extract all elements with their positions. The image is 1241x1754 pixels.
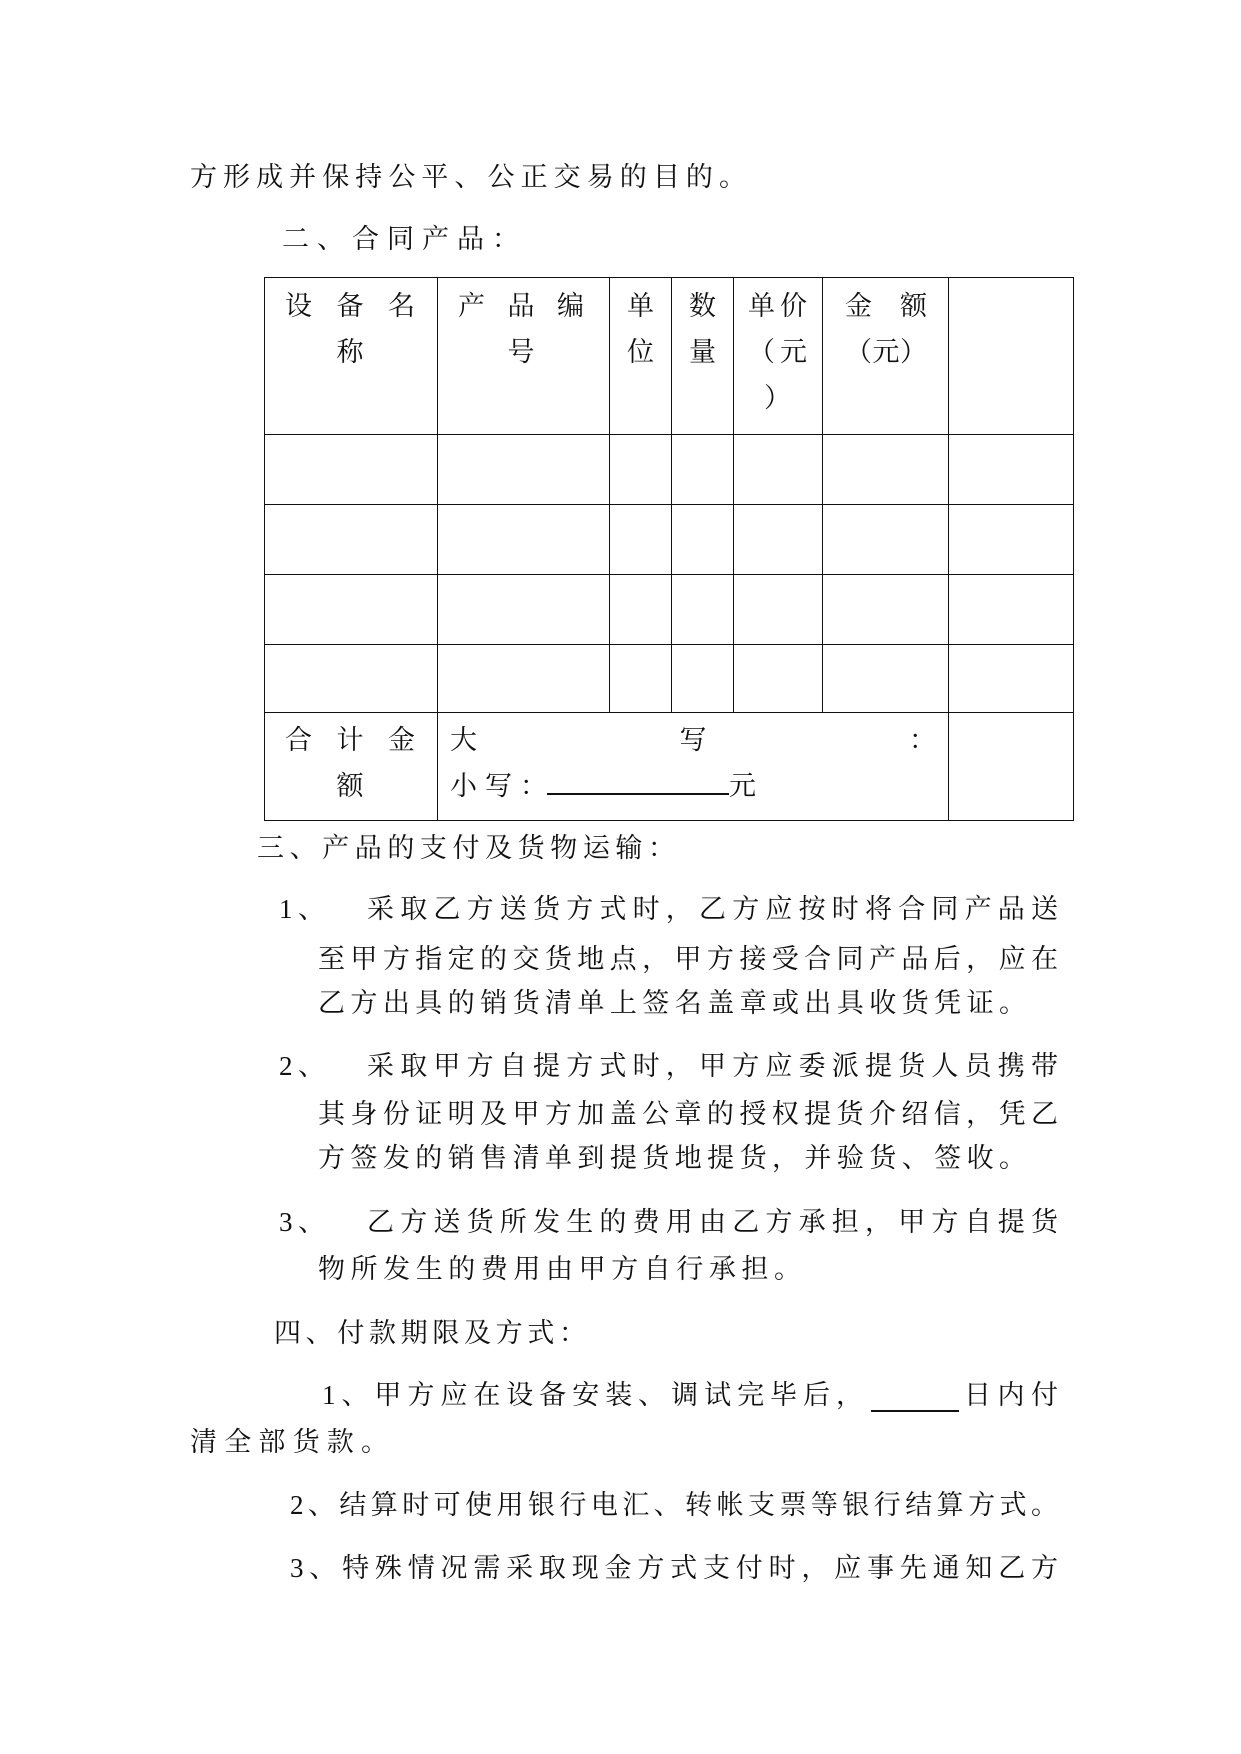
table-cell <box>823 575 949 645</box>
table-cell <box>949 435 1074 505</box>
table-row <box>265 505 1074 575</box>
header-line: （元 <box>748 337 807 367</box>
header-unit <box>610 278 672 435</box>
table-cell <box>734 435 823 505</box>
table-cell <box>734 575 823 645</box>
section-3-heading: 三、产品的支付及货物运输： <box>257 833 675 863</box>
item-number: 3、 <box>279 1207 325 1237</box>
item-line: 乙方送货所发生的费用由乙方承担，甲方自提货 <box>367 1207 1058 1237</box>
opening-paragraph-tail: 方形成并保持公平、公正交易的目的。 <box>190 162 746 192</box>
header-line: 数 <box>689 291 716 321</box>
table-cell <box>672 435 734 505</box>
clause-text: 清全部货款。 <box>190 1427 388 1457</box>
header-line: 设备名 <box>285 291 415 321</box>
header-line: （元） <box>845 337 927 367</box>
table-cell <box>823 435 949 505</box>
item-line: 物所发生的费用由甲方自行承担。 <box>318 1254 801 1284</box>
table-row <box>265 575 1074 645</box>
section-2-heading: 二、合同产品： <box>282 224 519 254</box>
table-cell <box>438 505 610 575</box>
item-line: 至甲方指定的交货地点，甲方接受合同产品后，应在 <box>318 944 1058 974</box>
table-cell <box>734 505 823 575</box>
amount-unit: 元 <box>729 771 756 801</box>
table-row <box>265 645 1074 713</box>
payment-clause-2: 2、结算时可使用银行电汇、转帐支票等银行结算方式。 <box>290 1490 1058 1520</box>
header-line: 量 <box>689 337 716 367</box>
table-row <box>265 435 1074 505</box>
table-cell <box>823 505 949 575</box>
item-line: 乙方出具的销货清单上签名盖章或出具收货凭证。 <box>318 988 1026 1018</box>
total-amount-label-cell <box>265 713 438 821</box>
table-cell <box>949 645 1074 713</box>
clause-text: 日内付 <box>964 1380 1058 1410</box>
table-cell <box>949 505 1074 575</box>
table-cell <box>823 645 949 713</box>
amount-lowercase-line <box>450 763 936 809</box>
table-cell <box>438 575 610 645</box>
header-amount <box>823 278 949 435</box>
header-blank-column <box>949 278 1074 435</box>
table-cell <box>672 505 734 575</box>
header-line: 单价 <box>748 291 807 321</box>
header-line: 产品编 <box>458 291 584 321</box>
table-cell <box>265 575 438 645</box>
table-total-row <box>265 713 1074 821</box>
table-cell <box>265 435 438 505</box>
table-cell <box>610 435 672 505</box>
item-number: 2、 <box>279 1051 325 1081</box>
table-cell <box>949 713 1074 821</box>
item-line: 其身份证明及甲方加盖公章的授权提货介绍信，凭乙 <box>318 1099 1058 1129</box>
header-product-code <box>438 278 610 435</box>
table-cell <box>438 435 610 505</box>
header-quantity <box>672 278 734 435</box>
amount-lowercase-label: 小写： <box>450 771 547 801</box>
header-line: 称 <box>336 337 364 367</box>
table-cell <box>438 645 610 713</box>
contract-products-table <box>264 277 1074 821</box>
table-cell <box>610 505 672 575</box>
table-cell <box>734 645 823 713</box>
item-line: 采取乙方送货方式时，乙方应按时将合同产品送 <box>367 894 1058 924</box>
table-cell <box>610 645 672 713</box>
section-4-heading: 四、付款期限及方式： <box>274 1318 586 1348</box>
clause-text: 1、甲方应在设备安装、调试完毕后， <box>322 1380 863 1410</box>
table-cell <box>610 575 672 645</box>
header-line: 单 <box>627 291 654 321</box>
total-label-line: 额 <box>336 771 364 801</box>
total-amount-value-cell <box>438 713 949 821</box>
table-cell <box>672 575 734 645</box>
header-line: 号 <box>507 337 535 367</box>
header-equipment-name <box>265 278 438 435</box>
payment-days-blank <box>871 1377 959 1412</box>
header-unit-price <box>734 278 823 435</box>
amount-uppercase-label: 大写： <box>450 725 936 755</box>
header-line: 位 <box>627 337 654 367</box>
amount-lowercase-blank <box>547 793 729 795</box>
header-line: ） <box>764 383 791 413</box>
payment-clause-3: 3、特殊情况需采取现金方式支付时，应事先通知乙方 <box>290 1553 1058 1583</box>
header-line: 金额 <box>845 291 927 321</box>
item-line: 方签发的销售清单到提货地提货，并验货、签收。 <box>318 1143 1026 1173</box>
table-cell <box>949 575 1074 645</box>
table-cell <box>265 505 438 575</box>
item-number: 1、 <box>279 894 325 924</box>
item-line: 采取甲方自提方式时，甲方应委派提货人员携带 <box>367 1051 1058 1081</box>
table-cell <box>672 645 734 713</box>
table-header-row <box>265 278 1074 435</box>
total-label-line: 合计金 <box>285 725 415 755</box>
table-cell <box>265 645 438 713</box>
